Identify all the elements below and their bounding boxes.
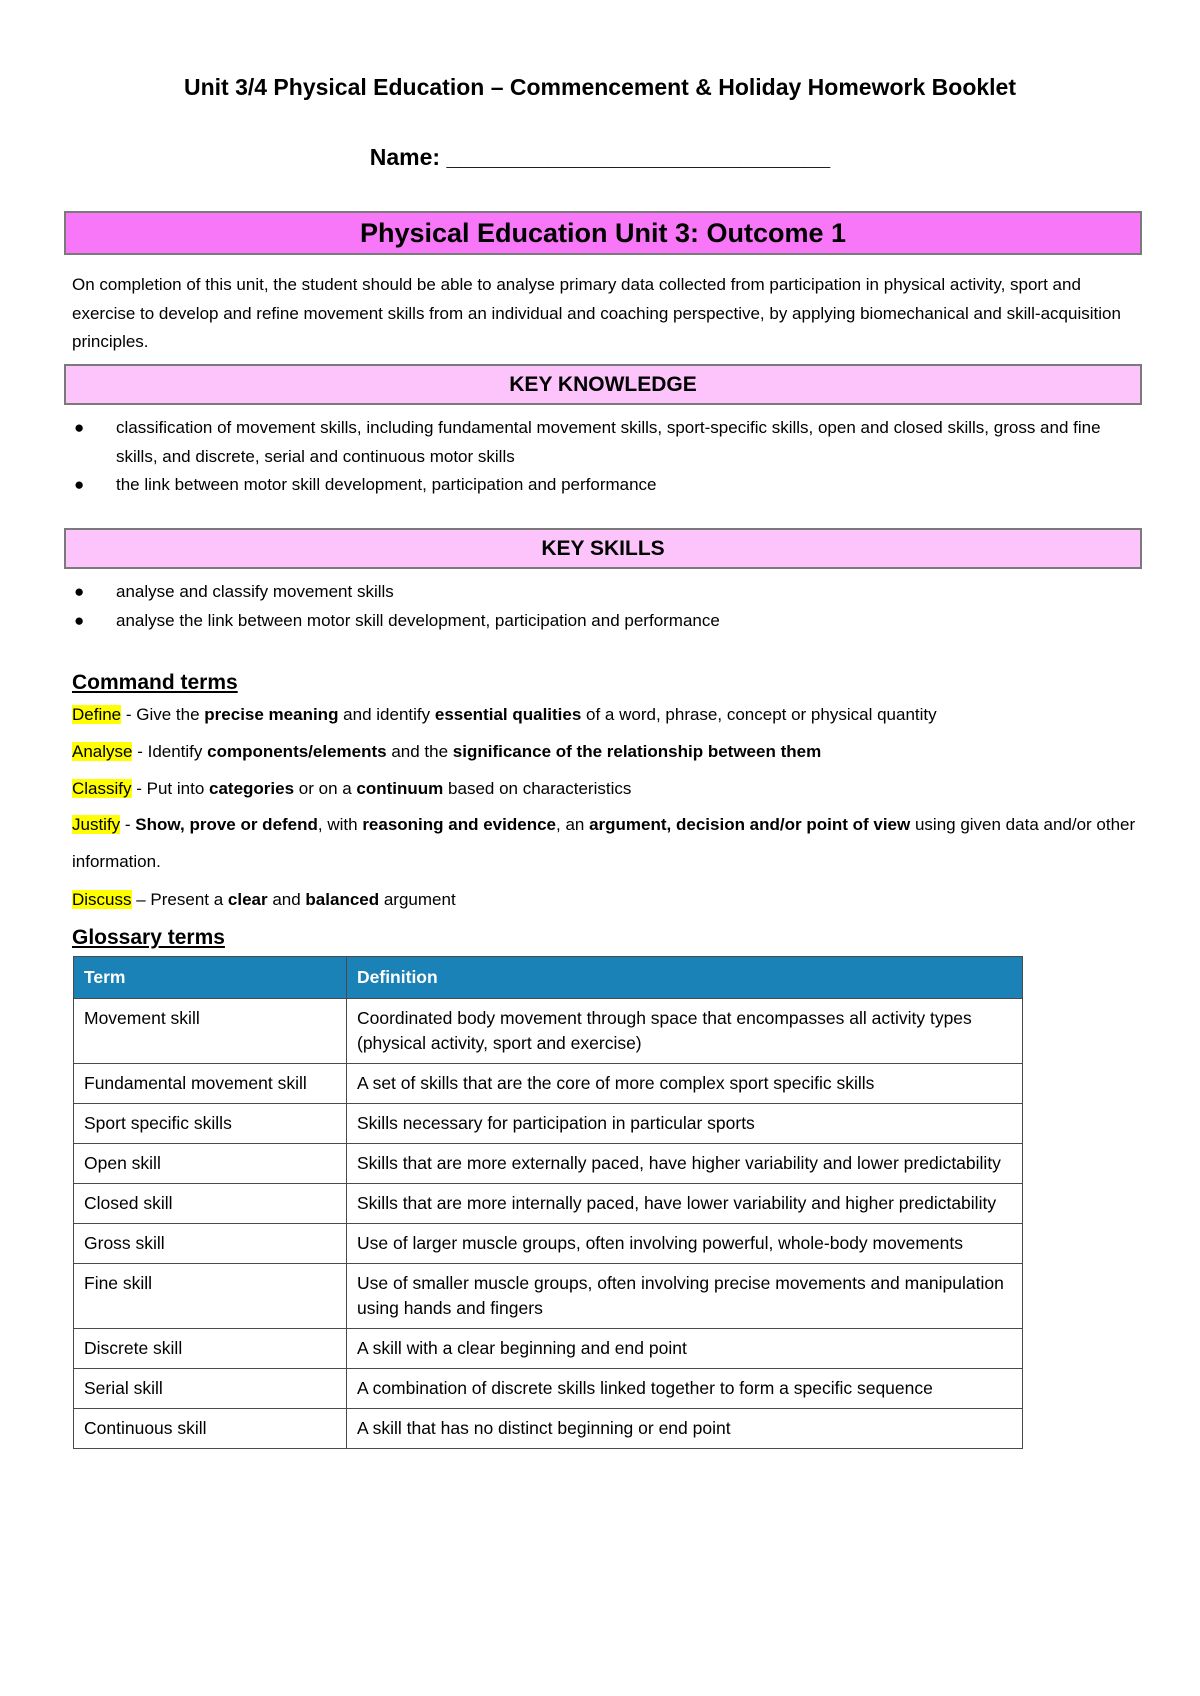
term-cell: Gross skill	[74, 1224, 347, 1264]
key-knowledge-list	[72, 414, 1142, 500]
command-term-justify: Justify - Show, prove or defend, with reasoning and evidence, an argument, decision and/or point of view using given data and/or other information.	[72, 815, 1136, 871]
table-row	[74, 1184, 1023, 1224]
table-row	[74, 1264, 1023, 1329]
definition-cell: Skills that are more externally paced, have higher variability and lower predictability	[347, 1144, 1023, 1184]
table-row	[74, 1064, 1023, 1104]
term-cell: Serial skill	[74, 1369, 347, 1409]
command-term-discuss: Discuss – Present a clear and balanced argument	[72, 890, 456, 909]
column-header-definition: Definition	[347, 957, 1023, 999]
glossary-heading: Glossary terms	[72, 926, 225, 949]
outcome-title: Physical Education Unit 3: Outcome 1	[64, 211, 1142, 255]
definition-cell: A skill that has no distinct beginning or end point	[347, 1409, 1023, 1449]
bullet-icon: ●	[74, 582, 85, 601]
bullet-icon: ●	[74, 418, 85, 437]
definition-cell: Skills necessary for participation in particular sports	[347, 1104, 1023, 1144]
glossary-table	[73, 956, 1023, 1449]
term-cell: Open skill	[74, 1144, 347, 1184]
term-cell: Discrete skill	[74, 1329, 347, 1369]
list-item: ● the link between motor skill development, participation and performance	[72, 471, 1142, 500]
table-row	[74, 1409, 1023, 1449]
table-header-row	[74, 957, 1023, 999]
name-line: Name: ______________________________	[369, 144, 831, 170]
table-row	[74, 1104, 1023, 1144]
term-cell: Sport specific skills	[74, 1104, 347, 1144]
definition-cell: Skills that are more internally paced, have lower variability and higher predictability	[347, 1184, 1023, 1224]
command-term-classify: Classify - Put into categories or on a continuum based on characteristics	[72, 779, 632, 798]
bullet-icon: ●	[74, 475, 85, 494]
table-row	[74, 1369, 1023, 1409]
table-row	[74, 1224, 1023, 1264]
document-title: Unit 3/4 Physical Education – Commencement & Holiday Homework Booklet	[183, 74, 1017, 100]
key-skills-list	[72, 578, 1142, 635]
command-term-analyse: Analyse - Identify components/elements and the significance of the relationship between them	[72, 742, 822, 761]
definition-cell: Use of smaller muscle groups, often involving precise movements and manipulation using hands and fingers	[347, 1264, 1023, 1329]
term-cell: Closed skill	[74, 1184, 347, 1224]
term-cell: Fine skill	[74, 1264, 347, 1329]
definition-cell: A set of skills that are the core of more complex sport specific skills	[347, 1064, 1023, 1104]
definition-cell: A combination of discrete skills linked together to form a specific sequence	[347, 1369, 1023, 1409]
key-knowledge-heading: KEY KNOWLEDGE	[64, 364, 1142, 405]
term-cell: Continuous skill	[74, 1409, 347, 1449]
term-cell: Movement skill	[74, 999, 347, 1064]
list-item: ● analyse and classify movement skills	[72, 578, 1142, 607]
definition-cell: Coordinated body movement through space that encompasses all activity types (physical activity, sport and exercise)	[347, 999, 1023, 1064]
key-skills-heading: KEY SKILLS	[64, 528, 1142, 569]
outcome-intro: On completion of this unit, the student should be able to analyse primary data collected from participation in physical activity, sport and exercise to develop and refine movement skills from an individual and coaching perspective, by applying biomechanical and skill-acquisition principles.	[72, 275, 1121, 351]
command-term-define: Define - Give the precise meaning and identify essential qualities of a word, phrase, concept or physical quantity	[72, 705, 937, 724]
command-terms-heading: Command terms	[72, 671, 238, 694]
table-row	[74, 1329, 1023, 1369]
list-item: ● analyse the link between motor skill development, participation and performance	[72, 607, 1142, 636]
column-header-term: Term	[74, 957, 347, 999]
bullet-icon: ●	[74, 610, 85, 630]
table-row	[74, 1144, 1023, 1184]
definition-cell: A skill with a clear beginning and end point	[347, 1329, 1023, 1369]
term-cell: Fundamental movement skill	[74, 1064, 347, 1104]
definition-cell: Use of larger muscle groups, often involving powerful, whole-body movements	[347, 1224, 1023, 1264]
table-row	[74, 999, 1023, 1064]
list-item: ● classification of movement skills, including fundamental movement skills, sport-specific skills, open and closed skills, gross and fine skills, and discrete, serial and continuous motor skills	[72, 414, 1142, 471]
